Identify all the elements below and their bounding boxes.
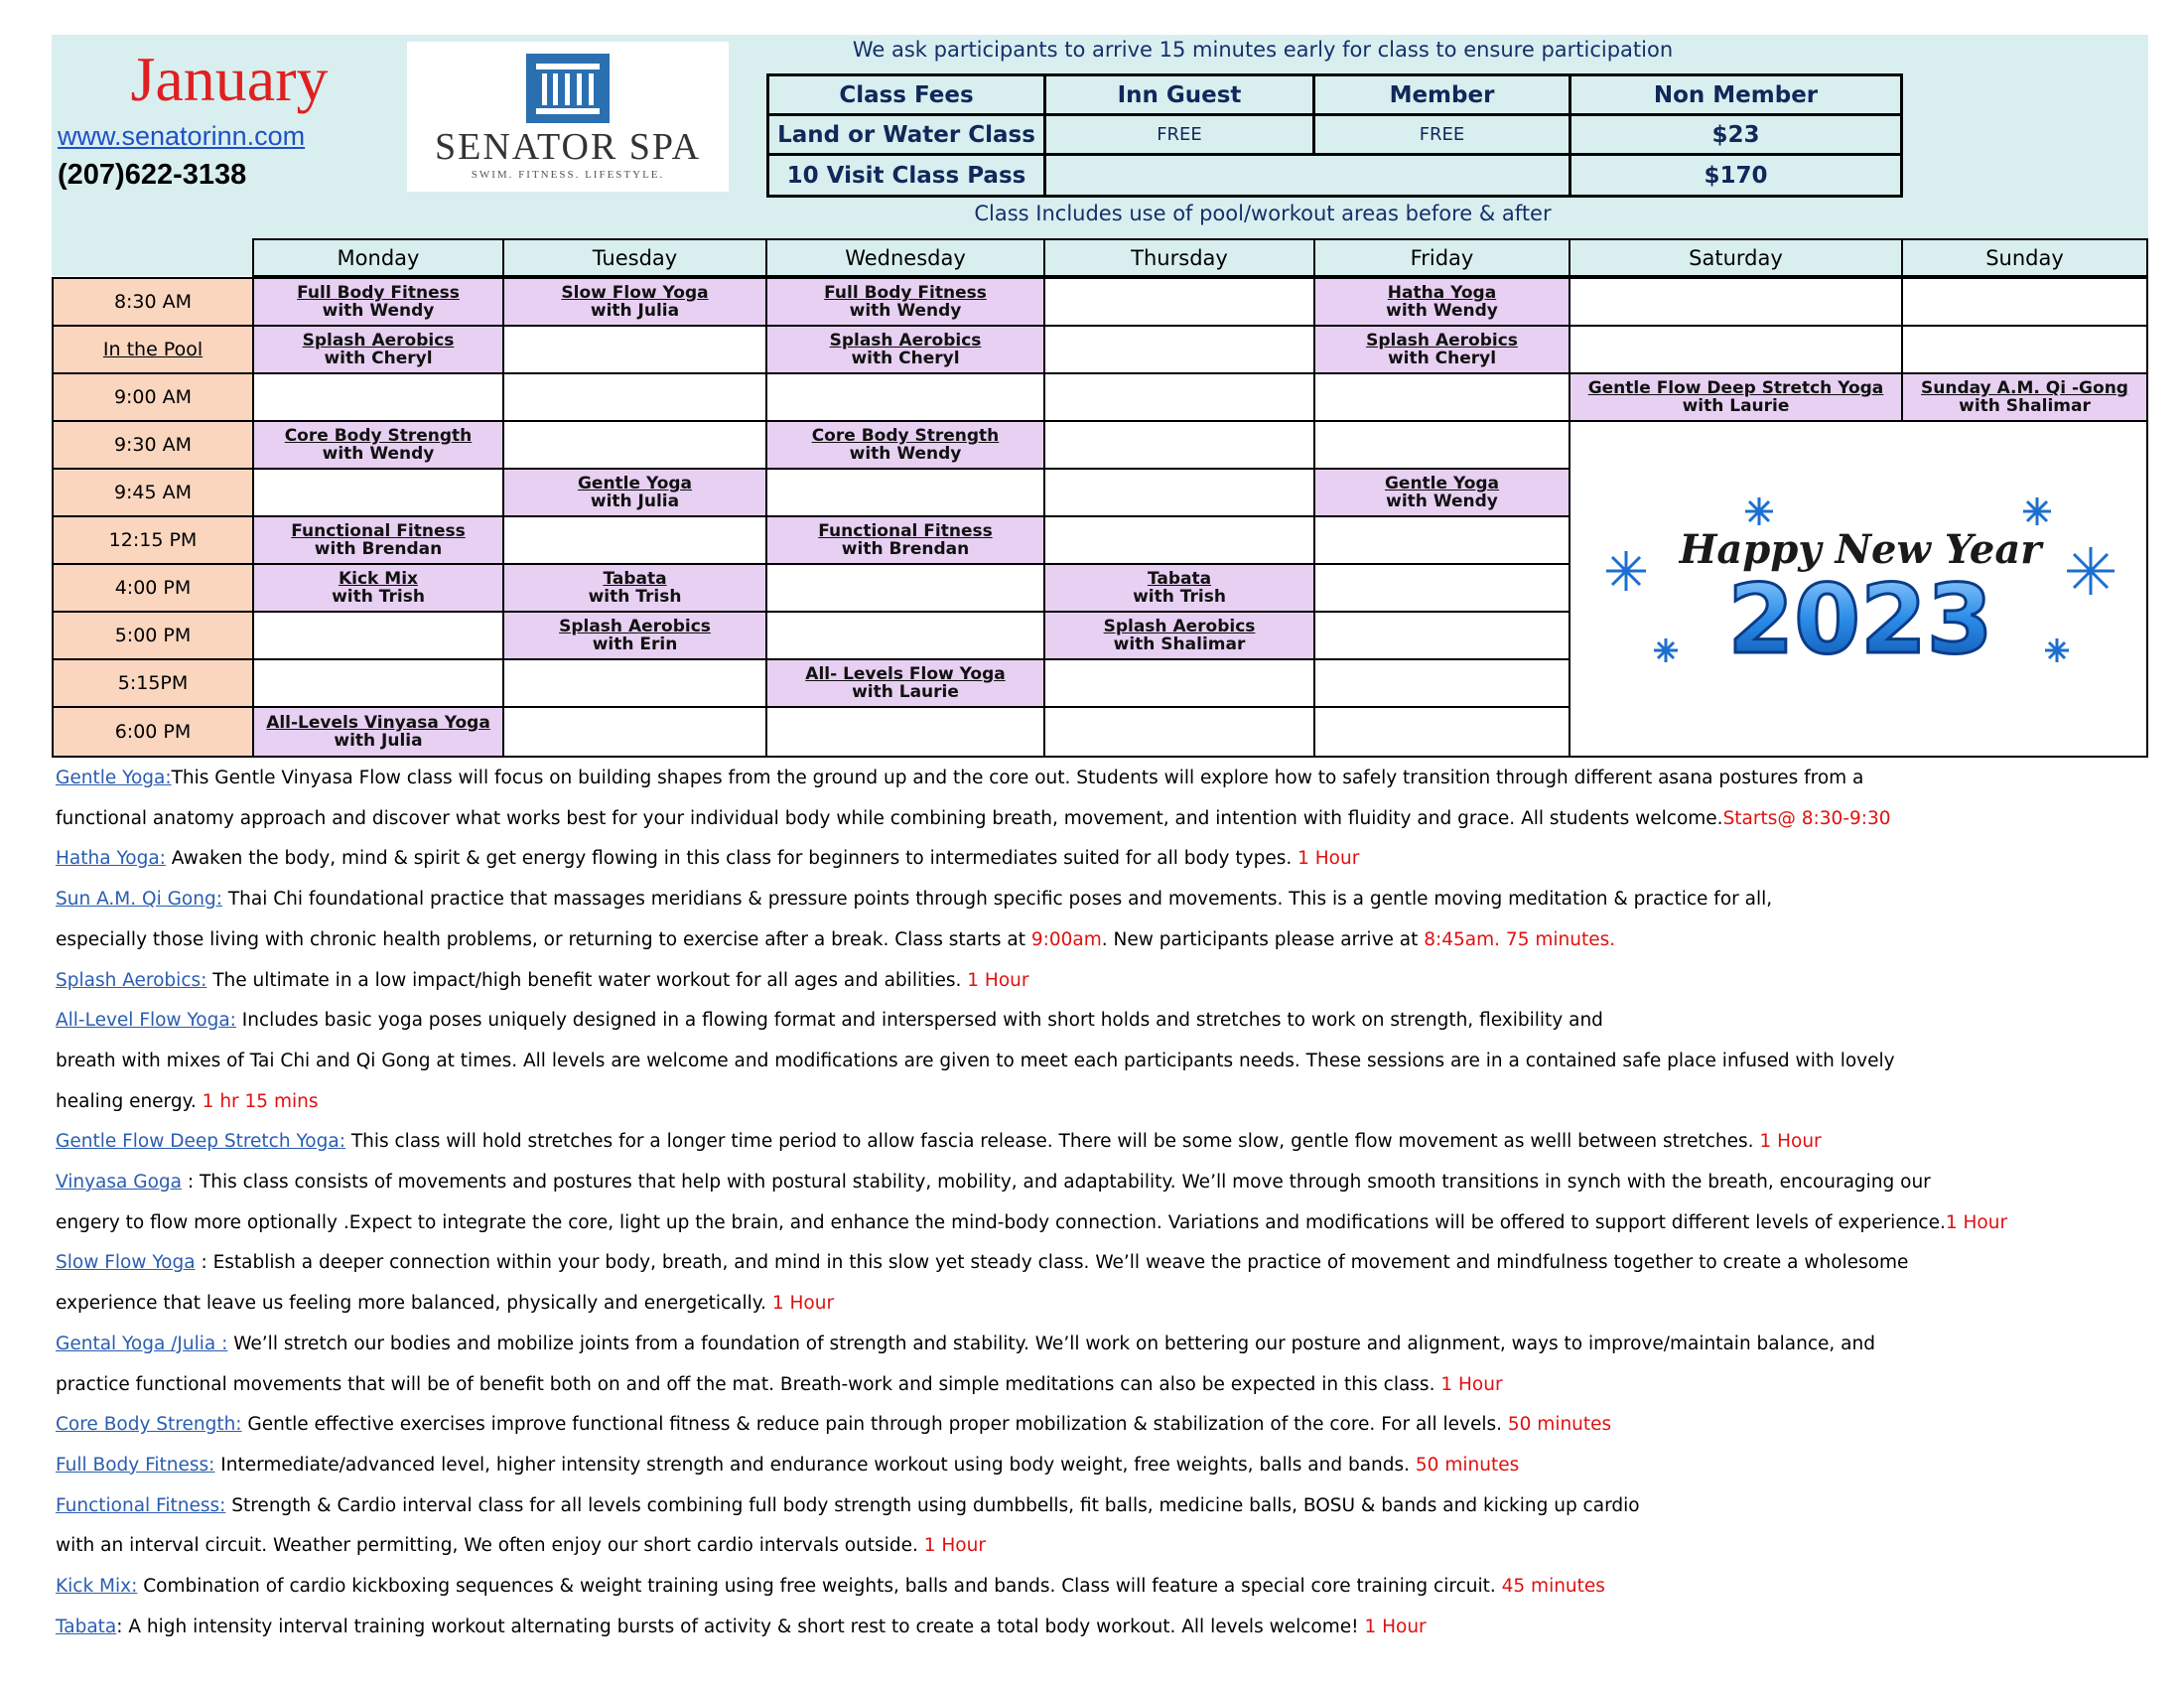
includes-note: Class Includes use of pool/workout areas before & after xyxy=(974,202,1552,225)
description-highlight: 1 Hour xyxy=(1440,1373,1503,1395)
time-slot: 8:30 AM xyxy=(52,277,254,327)
empty-cell xyxy=(765,563,1045,613)
description-text: This Gentle Vinyasa Flow class will focus on building shapes from the ground up and the core out. Students will explore how to safely transition through different asana postures from a xyxy=(171,768,1864,788)
empty-cell xyxy=(1313,611,1570,660)
class-splash-aerobics-fri[interactable] xyxy=(1313,325,1570,374)
description-text: This class will hold stretches for a longer time period to allow fascia release. There will be some slow, gentle flow movement as welll between stretches. xyxy=(344,1131,1760,1153)
description-line xyxy=(56,1617,2140,1638)
description-highlight: 1 Hour xyxy=(1759,1131,1822,1153)
empty-cell xyxy=(1313,658,1570,708)
class-splash-aerobics-wed[interactable] xyxy=(765,325,1045,374)
description-title[interactable]: Tabata xyxy=(56,1616,117,1637)
description-highlight: 1 hr 15 mins xyxy=(202,1090,319,1112)
class-slow-flow-yoga-tue[interactable] xyxy=(502,277,767,327)
description-line xyxy=(56,1010,2140,1032)
description-text: Gentle effective exercises improve functional fitness & reduce pain through proper mobilization & stabilization of the core. For all levels. xyxy=(241,1414,1508,1436)
year-text: 2023 xyxy=(1727,564,1993,675)
description-text: Awaken the body, mind & spirit & get energy flowing in this class for beginners to intermediates suited for all body types. xyxy=(165,848,1298,870)
class-name: Splash Aerobics xyxy=(1103,617,1256,636)
class-name: Full Body Fitness xyxy=(297,283,460,303)
class-gentle-flow-deep-stretch-sat[interactable] xyxy=(1569,372,1903,422)
description-highlight: 8:45am. 75 minutes. xyxy=(1424,928,1616,950)
day-header-monday: Monday xyxy=(252,238,504,277)
description-title[interactable]: Kick Mix: xyxy=(56,1576,138,1597)
class-qi-gong-sun[interactable] xyxy=(1901,372,2148,422)
description-text: practice functional movements that will be of benefit both on and off the mat. Breath-work and simple meditations can also be expected in this class. xyxy=(56,1373,1441,1395)
class-gentle-yoga-tue[interactable] xyxy=(502,468,767,517)
class-name: Hatha Yoga xyxy=(1387,283,1497,303)
class-hatha-yoga-fri[interactable] xyxy=(1313,277,1570,327)
description-line xyxy=(56,889,2140,911)
class-instructor: with Cheryl xyxy=(851,349,960,368)
description-line xyxy=(56,1334,2140,1355)
empty-cell xyxy=(1313,706,1570,758)
description-line xyxy=(56,1495,2140,1517)
class-instructor: with Erin xyxy=(592,634,678,654)
description-line xyxy=(56,1576,2140,1598)
description-line xyxy=(56,1455,2140,1477)
description-line xyxy=(56,970,2140,992)
description-text: experience that leave us feeling more balanced, physically and energetically. xyxy=(56,1293,772,1315)
day-header-sunday: Sunday xyxy=(1901,238,2148,277)
empty-cell xyxy=(252,658,504,708)
class-name: Gentle Yoga xyxy=(577,474,693,493)
class-instructor: with Trish xyxy=(332,587,425,607)
class-name: Splash Aerobics xyxy=(559,617,711,636)
description-text: functional anatomy approach and discover what works best for your individual body while combining breath, movement, and intention with fluidity and grace. All students welcome. xyxy=(56,807,1723,829)
description-line xyxy=(56,929,2140,951)
description-title[interactable]: Splash Aerobics: xyxy=(56,969,207,991)
description-highlight: 50 minutes xyxy=(1507,1414,1612,1436)
class-name: Core Body Strength xyxy=(811,426,1000,446)
empty-cell xyxy=(502,706,767,758)
fee-visit-pass-blank xyxy=(1043,153,1571,198)
description-highlight: 50 minutes xyxy=(1415,1454,1520,1476)
day-header-friday: Friday xyxy=(1313,238,1570,277)
class-instructor: with Wendy xyxy=(849,444,962,464)
day-header-tuesday: Tuesday xyxy=(502,238,767,277)
empty-cell xyxy=(765,611,1045,660)
description-line xyxy=(56,1131,2140,1153)
description-title[interactable]: Core Body Strength: xyxy=(56,1414,242,1436)
class-name: Splash Aerobics xyxy=(302,331,455,351)
empty-cell xyxy=(765,468,1045,517)
description-highlight: 1 Hour xyxy=(1297,848,1360,870)
description-line xyxy=(56,1252,2140,1274)
class-name: Kick Mix xyxy=(338,569,418,589)
class-name: Gentle Flow Deep Stretch Yoga xyxy=(1587,378,1884,398)
empty-cell xyxy=(1313,515,1570,565)
class-name: Sunday A.M. Qi -Gong xyxy=(1921,378,2128,398)
day-header-wednesday: Wednesday xyxy=(765,238,1045,277)
class-name: Splash Aerobics xyxy=(829,331,982,351)
class-name: Slow Flow Yoga xyxy=(561,283,709,303)
description-line xyxy=(56,1212,2140,1234)
empty-cell xyxy=(1043,325,1315,374)
empty-cell xyxy=(1313,563,1570,613)
description-line xyxy=(56,1172,2140,1194)
day-header-saturday: Saturday xyxy=(1569,238,1903,277)
description-text: Strength & Cardio interval class for all levels combining full body strength using dumbbells, fit balls, medicine balls, BOSU & bands and kicking up cardio xyxy=(225,1494,1640,1516)
description-line xyxy=(56,1414,2140,1436)
class-instructor: with Brendan xyxy=(841,539,970,559)
fee-visit-pass-label: 10 Visit Class Pass xyxy=(766,153,1046,198)
description-highlight: 1 Hour xyxy=(923,1535,986,1557)
class-instructor: with Julia xyxy=(590,301,680,321)
class-splash-aerobics-tue[interactable] xyxy=(502,611,767,660)
class-instructor: with Cheryl xyxy=(1387,349,1497,368)
description-title[interactable]: Gental Yoga /Julia : xyxy=(56,1333,228,1354)
class-instructor: with Laurie xyxy=(1682,396,1790,416)
senator-spa-logo xyxy=(407,42,729,192)
logo-name: SENATOR SPA xyxy=(434,126,702,168)
description-highlight: Starts@ 8:30-9:30 xyxy=(1722,807,1891,829)
time-slot-label: In the Pool xyxy=(102,339,204,360)
empty-cell xyxy=(252,611,504,660)
phone-number: (207)622-3138 xyxy=(58,159,247,191)
empty-cell xyxy=(502,420,767,470)
fees-header-class-fees: Class Fees xyxy=(766,73,1046,116)
class-core-body-strength-wed[interactable] xyxy=(765,420,1045,470)
class-instructor: with Wendy xyxy=(849,301,962,321)
empty-cell xyxy=(1043,515,1315,565)
description-title[interactable]: Hatha Yoga: xyxy=(56,848,166,870)
class-name: All-Levels Vinyasa Yoga xyxy=(266,713,490,733)
description-title[interactable]: Full Body Fitness: xyxy=(56,1454,215,1476)
description-text: Combination of cardio kickboxing sequences & weight training using free weights, balls and bands. Class will feature a special core training circuit. xyxy=(137,1576,1502,1597)
description-text: : A high intensity interval training workout alternating bursts of activity & short rest to create a total body workout. All levels welcome! xyxy=(116,1616,1365,1637)
class-instructor: with Wendy xyxy=(1386,492,1498,511)
class-all-levels-flow-yoga-wed[interactable] xyxy=(765,658,1045,708)
empty-cell xyxy=(502,658,767,708)
empty-cell xyxy=(252,468,504,517)
arrive-note: We ask participants to arrive 15 minutes early for class to ensure participation xyxy=(852,38,1674,62)
description-text: with an interval circuit. Weather permitting, We often enjoy our short cardio intervals outside. xyxy=(56,1535,924,1557)
empty-cell xyxy=(1043,468,1315,517)
fees-header-member: Member xyxy=(1312,73,1571,116)
description-highlight: 1 Hour xyxy=(1945,1211,2008,1233)
description-title[interactable]: Gentle Flow Deep Stretch Yoga: xyxy=(56,1131,345,1153)
description-line xyxy=(56,848,2140,870)
new-year-graphic xyxy=(1570,422,2150,758)
class-instructor: with Trish xyxy=(1133,587,1226,607)
description-line xyxy=(56,1535,2140,1557)
class-instructor: with Brendan xyxy=(314,539,443,559)
description-highlight: 1 Hour xyxy=(1364,1616,1427,1637)
description-title[interactable]: Sun A.M. Qi Gong: xyxy=(56,889,222,911)
class-vinyasa-yoga-mon[interactable] xyxy=(252,706,504,758)
description-text: engery to flow more optionally .Expect to integrate the core, light up the brain, and enhance the mind-body connection. Variations and modifications will be offered to support different levels of experience. xyxy=(56,1211,1946,1233)
empty-cell xyxy=(1313,372,1570,422)
class-instructor: with Laurie xyxy=(852,682,959,702)
description-line xyxy=(56,808,2140,830)
class-name: Splash Aerobics xyxy=(1366,331,1518,351)
description-line xyxy=(56,768,2140,789)
empty-cell xyxy=(252,372,504,422)
empty-cell xyxy=(765,372,1045,422)
fee-land-water-non-member: $23 xyxy=(1569,113,1903,156)
time-slot: 4:00 PM xyxy=(52,563,254,613)
class-instructor: with Wendy xyxy=(1386,301,1498,321)
empty-cell xyxy=(1043,420,1315,470)
new-year-text: Happy New Year xyxy=(1679,526,2042,573)
empty-cell xyxy=(1043,372,1315,422)
empty-cell xyxy=(502,515,767,565)
time-slot: 5:15PM xyxy=(52,658,254,708)
day-header-thursday: Thursday xyxy=(1043,238,1315,277)
class-instructor: with Cheryl xyxy=(324,349,433,368)
empty-cell xyxy=(502,372,767,422)
class-tabata-tue[interactable] xyxy=(502,563,767,613)
description-highlight: 1 Hour xyxy=(967,969,1029,991)
description-title[interactable]: Functional Fitness: xyxy=(56,1494,226,1516)
empty-cell xyxy=(502,325,767,374)
description-text: : Establish a deeper connection within your body, breath, and mind in this slow yet steady class. We’ll weave the practice of movement and mindfulness together to create a wholesome xyxy=(195,1252,1909,1274)
description-text: Thai Chi foundational practice that massages meridians & pressure points through specific poses and movements. This is a gentle moving meditation & practice for all, xyxy=(221,889,1773,911)
class-name: Functional Fitness xyxy=(818,521,993,541)
pillar-icon xyxy=(526,54,610,123)
empty-cell xyxy=(1901,277,2148,327)
empty-cell xyxy=(1569,325,1903,374)
time-slot: 9:45 AM xyxy=(52,468,254,517)
description-title[interactable]: Slow Flow Yoga xyxy=(56,1252,196,1274)
class-instructor: with Wendy xyxy=(322,444,435,464)
description-highlight: 9:00am xyxy=(1030,928,1102,950)
fee-visit-pass-non-member: $170 xyxy=(1569,153,1903,198)
class-functional-fitness-mon[interactable] xyxy=(252,515,504,565)
fee-land-water-label: Land or Water Class xyxy=(766,113,1046,156)
time-slot: 9:30 AM xyxy=(52,420,254,470)
class-instructor: with Wendy xyxy=(322,301,435,321)
description-highlight: 45 minutes xyxy=(1501,1576,1605,1597)
empty-cell xyxy=(1313,420,1570,470)
description-line xyxy=(56,1374,2140,1396)
description-line xyxy=(56,1051,2140,1072)
description-text: We’ll stretch our bodies and mobilize joints from a foundation of strength and stability. We’ll work on bettering our posture and alignment, ways to improve/maintain balance, and xyxy=(227,1333,1875,1354)
class-splash-aerobics-thu[interactable] xyxy=(1043,611,1315,660)
empty-cell xyxy=(1043,706,1315,758)
class-tabata-thu[interactable] xyxy=(1043,563,1315,613)
class-instructor: with Shalimar xyxy=(1113,634,1246,654)
description-line xyxy=(56,1293,2140,1315)
description-line xyxy=(56,1091,2140,1113)
description-title[interactable]: All-Level Flow Yoga: xyxy=(56,1010,236,1032)
time-slot: 9:00 AM xyxy=(52,372,254,422)
class-instructor: with Julia xyxy=(590,492,680,511)
description-title[interactable]: Gentle Yoga: xyxy=(56,768,172,788)
class-full-body-fitness-mon[interactable] xyxy=(252,277,504,327)
time-slot: 12:15 PM xyxy=(52,515,254,565)
class-name: All- Levels Flow Yoga xyxy=(805,664,1006,684)
fees-header-non-member: Non Member xyxy=(1569,73,1903,116)
time-slot: 6:00 PM xyxy=(52,706,254,758)
class-gentle-yoga-fri[interactable] xyxy=(1313,468,1570,517)
empty-cell xyxy=(1569,277,1903,327)
class-instructor: with Julia xyxy=(334,731,423,751)
fee-land-water-inn-guest: FREE xyxy=(1043,113,1315,156)
class-name: Gentle Yoga xyxy=(1384,474,1500,493)
description-highlight: 1 Hour xyxy=(771,1293,835,1315)
description-text: : This class consists of movements and postures that help with postural stability, mobility, and adaptability. We’ll move through smooth transitions in synch with the breath, encouraging our xyxy=(182,1172,1931,1193)
description-text: breath with mixes of Tai Chi and Qi Gong at times. All levels are welcome and modifications are given to meet each participants needs. These sessions are in a contained safe place infused with lovely xyxy=(56,1050,1895,1071)
class-name: Tabata xyxy=(603,569,667,589)
description-title[interactable]: Vinyasa Goga xyxy=(56,1172,182,1193)
description-text: Intermediate/advanced level, higher intensity strength and endurance workout using body weight, free weights, balls and bands. xyxy=(214,1454,1416,1476)
time-slot xyxy=(52,325,254,374)
website-link[interactable]: www.senatorinn.com xyxy=(58,121,306,151)
empty-cell xyxy=(1901,325,2148,374)
class-name: Functional Fitness xyxy=(291,521,466,541)
month-title: January xyxy=(130,44,329,114)
class-splash-aerobics-mon[interactable] xyxy=(252,325,504,374)
logo-tagline: SWIM. FITNESS. LIFESTYLE. xyxy=(471,169,665,181)
description-text: healing energy. xyxy=(56,1090,203,1112)
class-instructor: with Shalimar xyxy=(1959,396,2091,416)
time-slot: 5:00 PM xyxy=(52,611,254,660)
new-year-box xyxy=(1569,422,2148,758)
class-instructor: with Trish xyxy=(588,587,682,607)
class-name: Core Body Strength xyxy=(284,426,473,446)
class-name: Full Body Fitness xyxy=(824,283,987,303)
class-full-body-fitness-wed[interactable] xyxy=(765,277,1045,327)
empty-cell xyxy=(765,706,1045,758)
description-text: . New participants please arrive at xyxy=(1101,928,1425,950)
description-text: especially those living with chronic health problems, or returning to exercise after a break. Class starts at xyxy=(56,928,1031,950)
fee-land-water-member: FREE xyxy=(1312,113,1571,156)
class-name: Tabata xyxy=(1147,569,1212,589)
class-functional-fitness-wed[interactable] xyxy=(765,515,1045,565)
empty-cell xyxy=(1043,277,1315,327)
description-text: The ultimate in a low impact/high benefit water workout for all ages and abilities. xyxy=(206,969,968,991)
empty-cell xyxy=(1043,658,1315,708)
class-core-body-strength-mon[interactable] xyxy=(252,420,504,470)
description-text: Includes basic yoga poses uniquely designed in a flowing format and interspersed with short holds and stretches to work on strength, flexibility and xyxy=(235,1010,1603,1032)
class-kick-mix-mon[interactable] xyxy=(252,563,504,613)
fees-header-inn-guest: Inn Guest xyxy=(1043,73,1315,116)
